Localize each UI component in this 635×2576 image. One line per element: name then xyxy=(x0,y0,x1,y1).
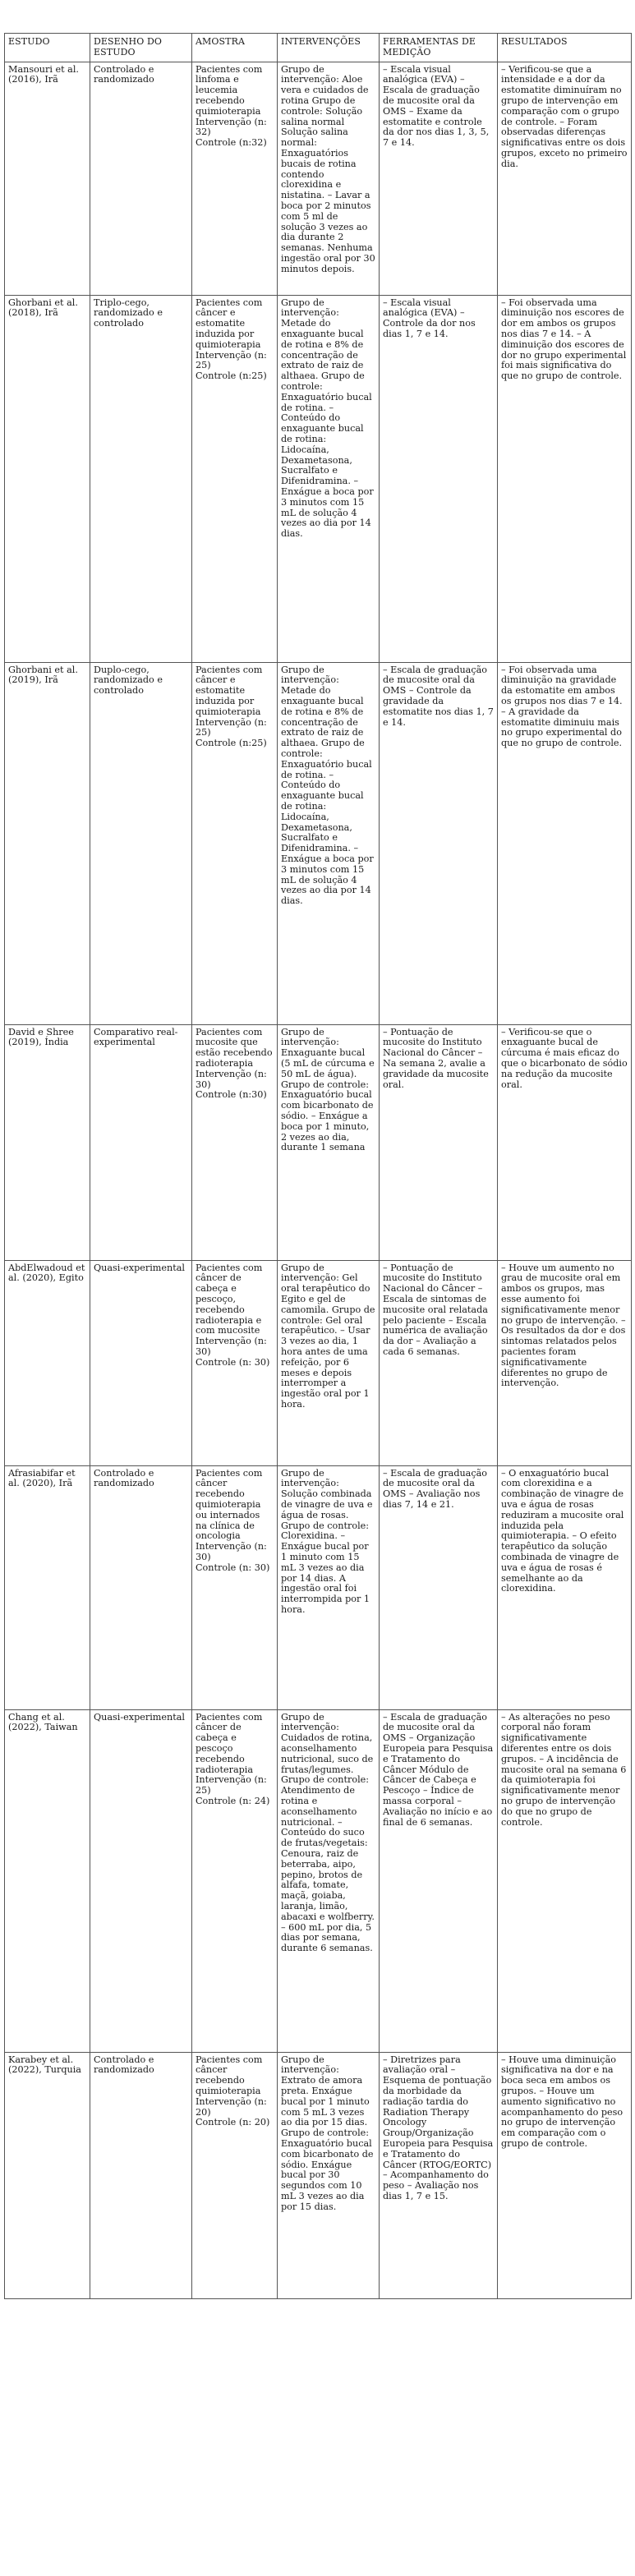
cell-resultados: – O enxaguatório bucal com clorexidina e a combinação de vinagre de uva e água de rosas reduziram a mucosite oral induzida pela quimioterapia. – O efeito terapêutico da solução combinada de vinagre de uva e água de rosas é semelhante ao da clorexidina. xyxy=(498,1465,632,1709)
cell-amostra: Pacientes com câncer de cabeça e pescoço, recebendo radioterapia e com mucosite Intervenção (n: 30) Controle (n: 30) xyxy=(192,1260,278,1465)
cell-desenho: Controlado e randomizado xyxy=(90,2052,192,2298)
cell-amostra: Pacientes com câncer de cabeça e pescoço recebendo radioterapia Intervenção (n: 25) Controle (n: 24) xyxy=(192,1709,278,2052)
cell-resultados: – Houve um aumento no grau de mucosite oral em ambos os grupos, mas esse aumento foi significativamente menor no grupo de intervenção. – Os resultados da dor e dos sintomas relatados pelos pacientes foram significativamente diferentes no grupo de intervenção. xyxy=(498,1260,632,1465)
cell-desenho: Quasi-experimental xyxy=(90,1260,192,1465)
cell-resultados: – Verificou-se que o enxaguante bucal de cúrcuma é mais eficaz do que o bicarbonato de sódio na redução da mucosite oral. xyxy=(498,1024,632,1260)
cell-intervencoes: Grupo de intervenção: Metade do enxaguante bucal de rotina e 8% de concentração de extrato de raiz de althaea. Grupo de controle: Enxaguatório bucal de rotina. – Conteúdo do enxaguante bucal de rotina: Lidocaína, Dexametasona, Sucralfato e Difenidramina. – Enxágue a boca por 3 minutos com 15 mL de solução 4 vezes ao dia por 14 dias. xyxy=(278,662,380,1024)
header-amostra: AMOSTRA xyxy=(192,34,278,62)
cell-estudo: Mansouri et al. (2016), Irã xyxy=(5,62,90,295)
cell-intervencoes: Grupo de intervenção: Aloe vera e cuidados de rotina Grupo de controle: Solução salina normal Solução salina normal: Enxaguatórios bucais de rotina contendo clorexidina e nistatina. – Lavar a boca por 2 minutos com 5 ml de solução 3 vezes ao dia durante 2 semanas. Nenhuma ingestão oral por 30 minutos depois. xyxy=(278,62,380,295)
cell-intervencoes: Grupo de intervenção: Cuidados de rotina, aconselhamento nutricional, suco de frutas/legumes. Grupo de controle: Atendimento de rotina e aconselhamento nutricional. – Conteúdo do suco de frutas/vegetais: Cenoura, raiz de beterraba, aipo, pepino, brotos de alfafa, tomate, maçã, goiaba, laranja, limão, abacaxi e wolfberry. – 600 mL por dia, 5 dias por semana, durante 6 semanas. xyxy=(278,1709,380,2052)
header-ferramentas: FERRAMENTAS DE MEDIÇÃO xyxy=(380,34,498,62)
cell-ferramentas: – Pontuação de mucosite do Instituto Nacional do Câncer – Na semana 2, avalie a gravidade da mucosite oral. xyxy=(380,1024,498,1260)
table-row xyxy=(5,1709,632,2052)
cell-desenho: Controlado e randomizado xyxy=(90,1465,192,1709)
table-row xyxy=(5,2052,632,2298)
cell-intervencoes: Grupo de intervenção: Solução combinada de vinagre de uva e água de rosas. Grupo de controle: Clorexidina. – Enxágue bucal por 1 minuto com 15 mL 3 vezes ao dia por 14 dias. A ingestão oral foi interrompida por 1 hora. xyxy=(278,1465,380,1709)
table-row xyxy=(5,1024,632,1260)
table-header-row xyxy=(5,34,632,62)
cell-desenho: Comparativo real-experimental xyxy=(90,1024,192,1260)
cell-intervencoes: Grupo de intervenção: Metade do enxaguante bucal de rotina e 8% de concentração de extrato de raiz de althaea. Grupo de controle: Enxaguatório bucal de rotina. – Conteúdo do enxaguante bucal de rotina: Lidocaína, Dexametasona, Sucralfato e Difenidramina. – Enxágue a boca por 3 minutos com 15 mL de solução 4 vezes ao dia por 14 dias. xyxy=(278,295,380,662)
cell-desenho: Duplo-cego, randomizado e controlado xyxy=(90,662,192,1024)
cell-ferramentas: – Escala de graduação de mucosite oral da OMS – Organização Europeia para Pesquisa e Tratamento do Câncer Módulo de Câncer de Cabeça e Pescoço – Índice de massa corporal – Avaliação no início e ao final de 6 semanas. xyxy=(380,1709,498,2052)
header-resultados: RESULTADOS xyxy=(498,34,632,62)
cell-resultados: – Houve uma diminuição significativa na dor e na boca seca em ambos os grupos. – Houve um aumento significativo no acompanhamento do peso no grupo de intervenção em comparação com o grupo de controle. xyxy=(498,2052,632,2298)
cell-amostra: Pacientes com linfoma e leucemia recebendo quimioterapia Intervenção (n: 32) Controle (n:32) xyxy=(192,62,278,295)
cell-estudo: AbdElwadoud et al. (2020), Egito xyxy=(5,1260,90,1465)
header-estudo: ESTUDO xyxy=(5,34,90,62)
studies-table xyxy=(4,33,632,2299)
cell-estudo: Ghorbani et al. (2019), Irã xyxy=(5,662,90,1024)
cell-estudo: Chang et al. (2022), Taiwan xyxy=(5,1709,90,2052)
cell-resultados: – Verificou-se que a intensidade e a dor da estomatite diminuíram no grupo de intervenção em comparação com o grupo de controle. – Foram observadas diferenças significativas entre os dois grupos, exceto no primeiro dia. xyxy=(498,62,632,295)
cell-ferramentas: – Diretrizes para avaliação oral – Esquema de pontuação da morbidade da radiação tardia do Radiation Therapy Oncology Group/Organização Europeia para Pesquisa e Tratamento do Câncer (RTOG/EORTC) – Acompanhamento do peso – Avaliação nos dias 1, 7 e 15. xyxy=(380,2052,498,2298)
cell-intervencoes: Grupo de intervenção: Extrato de amora preta. Enxágue bucal por 1 minuto com 5 mL 3 vezes ao dia por 15 dias. Grupo de controle: Enxaguatório bucal com bicarbonato de sódio. Enxágue bucal por 30 segundos com 10 mL 3 vezes ao dia por 15 dias. xyxy=(278,2052,380,2298)
cell-amostra: Pacientes com mucosite que estão recebendo radioterapia Intervenção (n: 30) Controle (n:30) xyxy=(192,1024,278,1260)
cell-amostra: Pacientes com câncer recebendo quimioterapia Intervenção (n: 20) Controle (n: 20) xyxy=(192,2052,278,2298)
table-row xyxy=(5,62,632,295)
cell-resultados: – Foi observada uma diminuição na gravidade da estomatite em ambos os grupos nos dias 7 e 14. – A gravidade da estomatite diminuiu mais no grupo experimental do que no grupo de controle. xyxy=(498,662,632,1024)
cell-ferramentas: – Escala visual analógica (EVA) – Controle da dor nos dias 1, 7 e 14. xyxy=(380,295,498,662)
header-intervencoes: INTERVENÇÕES xyxy=(278,34,380,62)
cell-estudo: Afrasiabifar et al. (2020), Irã xyxy=(5,1465,90,1709)
cell-amostra: Pacientes com câncer recebendo quimioterapia ou internados na clínica de oncologia Intervenção (n: 30) Controle (n: 30) xyxy=(192,1465,278,1709)
cell-estudo: David e Shree (2019), Índia xyxy=(5,1024,90,1260)
table-row xyxy=(5,662,632,1024)
cell-resultados: – As alterações no peso corporal não foram significativamente diferentes entre os dois grupos. – A incidência de mucosite oral na semana 6 da quimioterapia foi significativamente menor no grupo de intervenção do que no grupo de controle. xyxy=(498,1709,632,2052)
table-row xyxy=(5,1465,632,1709)
header-desenho: DESENHO DO ESTUDO xyxy=(90,34,192,62)
cell-intervencoes: Grupo de intervenção: Enxaguante bucal (5 mL de cúrcuma e 50 mL de água). Grupo de controle: Enxaguatório bucal com bicarbonato de sódio. – Enxágue a boca por 1 minuto, 2 vezes ao dia, durante 1 semana xyxy=(278,1024,380,1260)
cell-estudo: Ghorbani et al. (2018), Irã xyxy=(5,295,90,662)
cell-desenho: Quasi-experimental xyxy=(90,1709,192,2052)
cell-desenho: Controlado e randomizado xyxy=(90,62,192,295)
cell-ferramentas: – Escala de graduação de mucosite oral da OMS – Controle da gravidade da estomatite nos dias 1, 7 e 14. xyxy=(380,662,498,1024)
cell-desenho: Triplo-cego, randomizado e controlado xyxy=(90,295,192,662)
table-row xyxy=(5,1260,632,1465)
cell-amostra: Pacientes com câncer e estomatite induzida por quimioterapia Intervenção (n: 25) Controle (n:25) xyxy=(192,295,278,662)
cell-intervencoes: Grupo de intervenção: Gel oral terapêutico do Egito e gel de camomila. Grupo de controle: Gel oral terapêutico. – Usar 3 vezes ao dia, 1 hora antes de uma refeição, por 6 meses e depois interromper a ingestão oral por 1 hora. xyxy=(278,1260,380,1465)
cell-ferramentas: – Pontuação de mucosite do Instituto Nacional do Câncer – Escala de sintomas de mucosite oral relatada pelo paciente – Escala numérica de avaliação da dor – Avaliação a cada 6 semanas. xyxy=(380,1260,498,1465)
cell-ferramentas: – Escala visual analógica (EVA) – Escala de graduação de mucosite oral da OMS – Exame da estomatite e controle da dor nos dias 1, 3, 5, 7 e 14. xyxy=(380,62,498,295)
cell-amostra: Pacientes com câncer e estomatite induzida por quimioterapia Intervenção (n: 25) Controle (n:25) xyxy=(192,662,278,1024)
table-row xyxy=(5,295,632,662)
cell-resultados: – Foi observada uma diminuição nos escores de dor em ambos os grupos nos dias 7 e 14. – A diminuição dos escores de dor no grupo experimental foi mais significativa do que no grupo de controle. xyxy=(498,295,632,662)
cell-ferramentas: – Escala de graduação de mucosite oral da OMS – Avaliação nos dias 7, 14 e 21. xyxy=(380,1465,498,1709)
cell-estudo: Karabey et al. (2022), Turquia xyxy=(5,2052,90,2298)
